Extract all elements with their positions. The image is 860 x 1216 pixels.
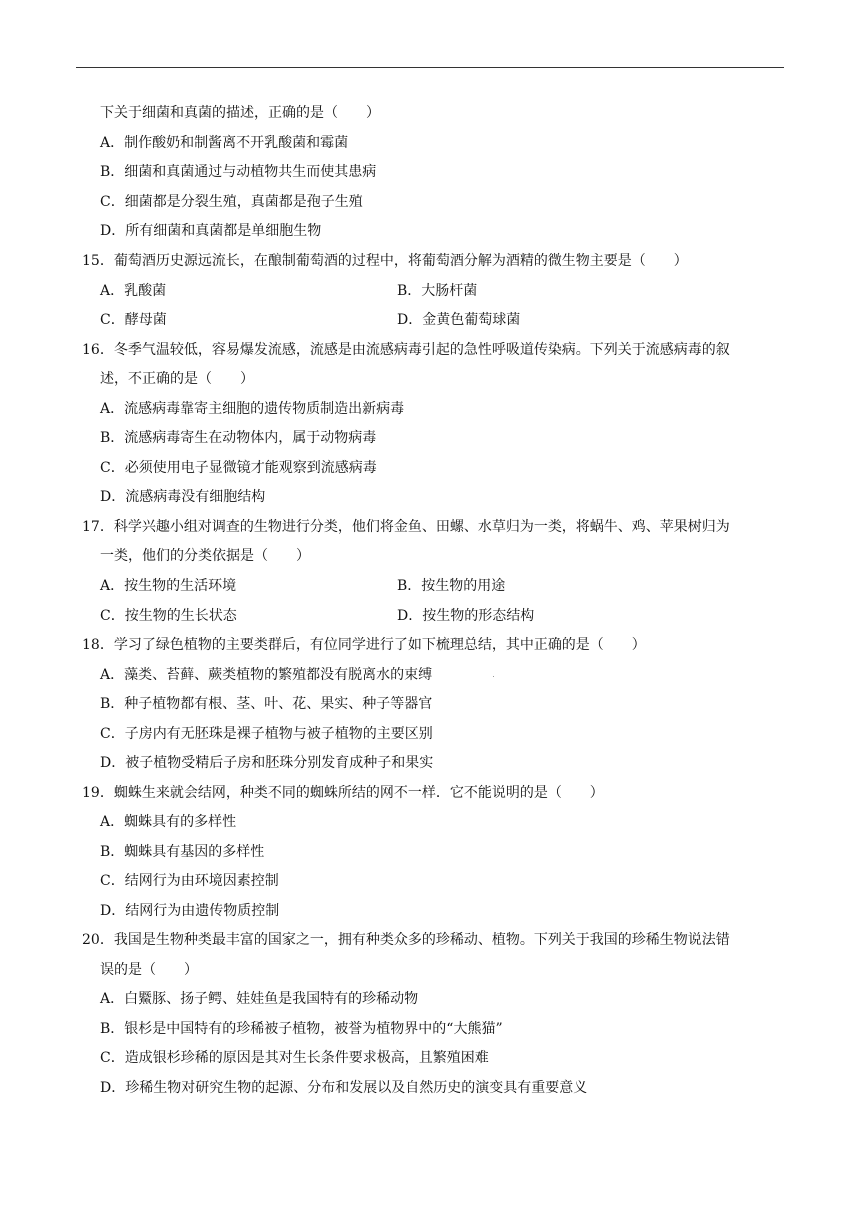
option-c: C．结网行为由环境因素控制 (100, 873, 279, 889)
stray-mark (493, 676, 494, 677)
option-b: B．流感病毒寄生在动物体内，属于动物病毒 (100, 430, 377, 446)
option-a: A．乳酸菌 (100, 283, 167, 299)
option-a: A．白鱀豚、扬子鳄、娃娃鱼是我国特有的珍稀动物 (100, 991, 419, 1007)
question-stem: 16．冬季气温较低，容易爆发流感，流感是由流感病毒引起的急性呼吸道传染病。下列关于流感病毒的叙 (82, 342, 730, 358)
option-a: A．制作酸奶和制酱离不开乳酸菌和霉菌 (100, 135, 349, 151)
option-d: D．按生物的形态结构 (397, 608, 535, 624)
option-d: D．结网行为由遗传物质控制 (100, 903, 280, 919)
option-b: B．银杉是中国特有的珍稀被子植物，被誉为植物界中的“大熊猫” (100, 1021, 503, 1037)
question-stem: 15．葡萄酒历史源远流长，在酿制葡萄酒的过程中，将葡萄酒分解为酒精的微生物主要是（ ） (82, 253, 688, 269)
option-d: D．所有细菌和真菌都是单细胞生物 (100, 223, 322, 239)
option-a: A．流感病毒靠寄主细胞的遗传物质制造出新病毒 (100, 401, 405, 417)
option-d: D．金黄色葡萄球菌 (397, 312, 521, 328)
option-a: A．按生物的生活环境 (100, 578, 237, 594)
option-b: B．按生物的用途 (397, 578, 506, 594)
question-stem-continued: 一类，他们的分类依据是（ ） (100, 548, 310, 564)
question-stem: 19．蜘蛛生来就会结网，种类不同的蜘蛛所结的网不一样．它不能说明的是（ ） (82, 785, 604, 801)
option-b: B．大肠杆菌 (397, 283, 478, 299)
option-c: C．必须使用电子显微镜才能观察到流感病毒 (100, 460, 377, 476)
option-c: C．按生物的生长状态 (100, 608, 237, 624)
option-a: A．藻类、苔藓、蕨类植物的繁殖都没有脱离水的束缚 (100, 667, 433, 683)
option-d: D．珍稀生物对研究生物的起源、分布和发展以及自然历史的演变具有重要意义 (100, 1080, 588, 1096)
option-b: B．种子植物都有根、茎、叶、花、果实、种子等器官 (100, 696, 433, 712)
option-d: D．被子植物受精后子房和胚珠分别发育成种子和果实 (100, 755, 434, 771)
option-c: C．子房内有无胚珠是裸子植物与被子植物的主要区别 (100, 726, 433, 742)
option-a: A．蜘蛛具有的多样性 (100, 814, 237, 830)
question-stem: 20．我国是生物种类最丰富的国家之一，拥有种类众多的珍稀动、植物。下列关于我国的珍稀生物说法错 (82, 932, 730, 948)
question-stem: 18．学习了绿色植物的主要类群后，有位同学进行了如下梳理总结，其中正确的是（ ） (82, 637, 646, 653)
option-b: B．细菌和真菌通过与动植物共生而使其患病 (100, 164, 377, 180)
option-d: D．流感病毒没有细胞结构 (100, 489, 266, 505)
question-stem: 下关于细菌和真菌的描述，正确的是（ ） (100, 105, 380, 121)
header-rule (76, 67, 784, 68)
question-stem-continued: 述，不正确的是（ ） (100, 371, 254, 387)
question-stem-continued: 误的是（ ） (100, 962, 198, 978)
option-c: C．酵母菌 (100, 312, 167, 328)
option-c: C．细菌都是分裂生殖，真菌都是孢子生殖 (100, 194, 363, 210)
option-b: B．蜘蛛具有基因的多样性 (100, 844, 265, 860)
option-c: C．造成银杉珍稀的原因是其对生长条件要求极高，且繁殖困难 (100, 1050, 489, 1066)
question-stem: 17．科学兴趣小组对调查的生物进行分类，他们将金鱼、田螺、水草归为一类，将蜗牛、鸡、苹果树归为 (82, 519, 730, 535)
